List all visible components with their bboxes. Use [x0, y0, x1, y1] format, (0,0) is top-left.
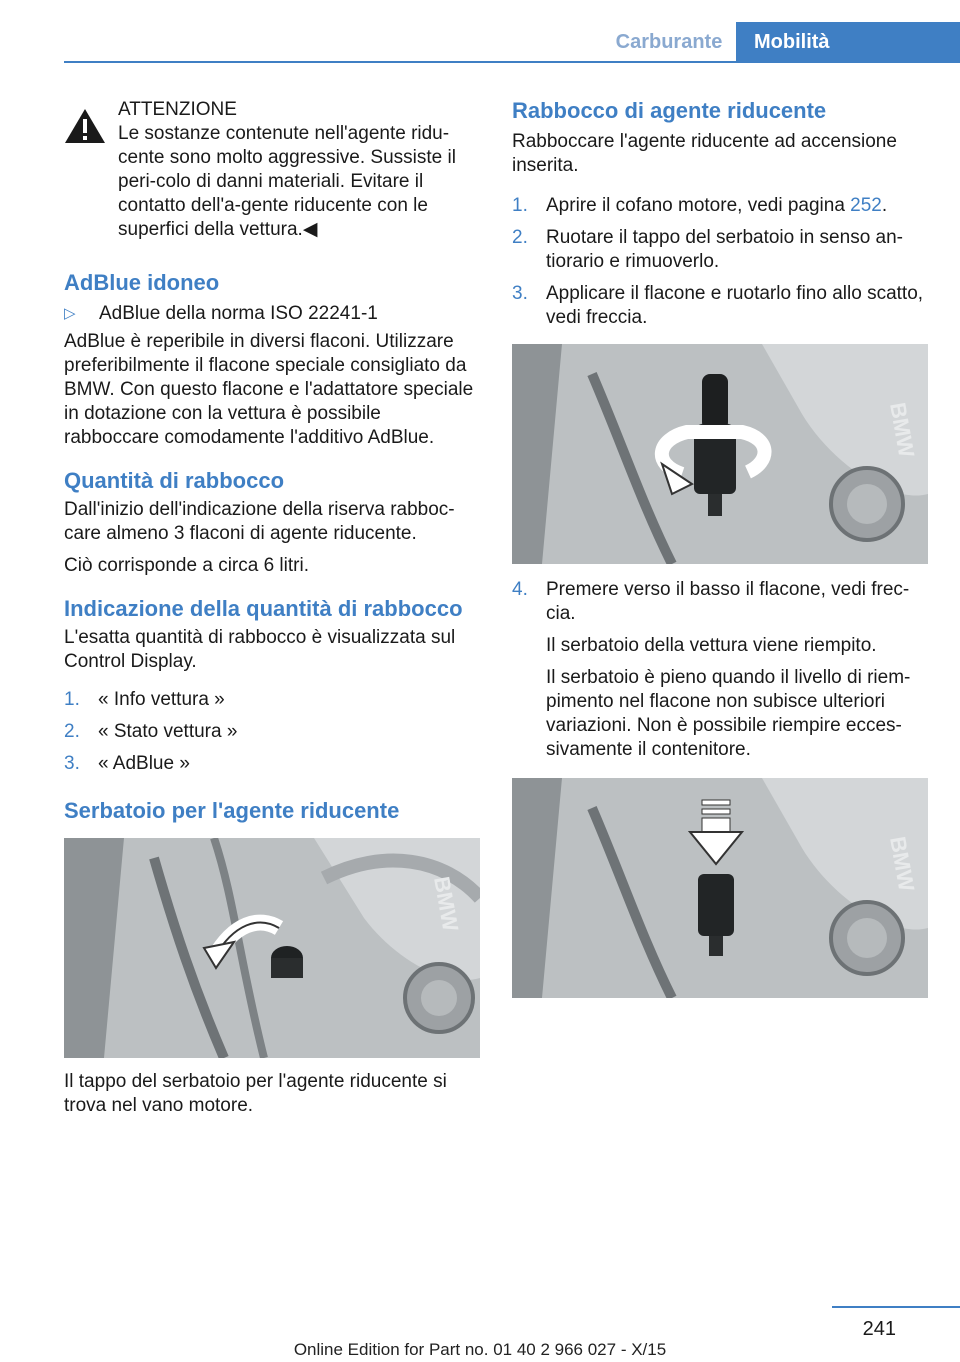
page-number-rule: [832, 1306, 960, 1308]
bmw-logo-text: BMW: [885, 400, 920, 460]
display-text: L'esatta quantità di rabbocco è visualizzata sul Control Display.: [64, 627, 456, 672]
warning-title: ATTENZIONE: [118, 99, 237, 120]
quantity-text-2: Ciò corrisponde a circa 6 litri.: [64, 555, 309, 576]
refill-steps-list: [512, 194, 928, 330]
refill-steps-list-continued: [512, 578, 928, 762]
edition-footer: Online Edition for Part no. 01 40 2 966 027 - X/15: [293, 1340, 667, 1359]
list-item: 3. Applicare il flacone e ruotarlo fino allo scatto, vedi freccia.: [512, 283, 924, 328]
heading-rabbocco: Rabbocco di agente riducente: [512, 98, 827, 123]
figure-caption: Il tappo del serbatoio per l'agente riducente si trova nel vano motore.: [64, 1071, 447, 1116]
engine-bay-figure-rotate-bottle: [512, 344, 928, 564]
list-item: 1. Aprire il cofano motore, vedi pagina 252.: [512, 195, 888, 216]
header-rule: [64, 61, 960, 63]
heading-serbatoio: Serbatoio per l'agente riducente: [64, 798, 400, 823]
list-item: 4. Premere verso il basso il flacone, vedi frec‐cia. Il serbatoio della vettura viene riempito. Il serbatoio è pieno quando il livello di riem‐pimento nel flacone non subisce ulteriori variazioni. Non è possibile riempire ecces‐sivamente il contenitore.: [512, 578, 928, 762]
list-item: 2. Ruotare il tappo del serbatoio in senso an‐tiorario e rimuoverlo.: [512, 227, 904, 272]
menu-steps-list: [64, 688, 480, 776]
heading-adblue-idoneo: AdBlue idoneo: [64, 270, 220, 295]
adblue-text: AdBlue è reperibile in diversi flaconi. Utilizzare preferibilmente il flacone speciale consigliato da BMW. Con questo flacone e l'adattatore speciale in dotazione con la vettura è possibile rabboccare comodamente l'additivo AdBlue.: [64, 331, 474, 448]
engine-bay-figure-tank-location: [64, 838, 480, 1058]
bullet-iso-norm: [64, 302, 480, 326]
chapter-tab-mobilita[interactable]: Mobilità: [736, 22, 960, 62]
bmw-logo-text: BMW: [429, 874, 464, 934]
warning-box: [64, 98, 480, 242]
page-number: 241: [862, 1318, 896, 1340]
list-item: 2. « Stato vettura »: [64, 721, 238, 742]
refill-intro: Rabboccare l'agente riducente ad accensione inserita.: [512, 131, 897, 176]
quantity-text-1: Dall'inizio dell'indicazione della riserva rabboc‐care almeno 3 flaconi di agente riducente.: [64, 499, 455, 544]
left-column: [64, 98, 480, 1126]
list-item: 1. « Info vettura »: [64, 689, 225, 710]
step4-paragraph-3: Il serbatoio è pieno quando il livello di riem‐pimento nel flacone non subisce ulteriori variazioni. Non è possibile riempire ecces‐sivamente il contenitore.: [546, 667, 911, 760]
heading-quantita-rabbocco: Quantità di rabbocco: [64, 468, 285, 493]
bullet-text: AdBlue della norma ISO 22241‑1: [99, 303, 378, 324]
engine-bay-figure-press-bottle: [512, 778, 928, 998]
heading-indicazione-quantita: Indicazione della quantità di rabbocco: [64, 596, 463, 621]
step4-paragraph-2: Il serbatoio della vettura viene riempito.: [546, 635, 877, 656]
page-link-252[interactable]: 252: [850, 195, 882, 216]
warning-text: Le sostanze contenute nell'agente ridu‐cente sono molto aggressive. Sussiste il peri‐colo di danni materiali. Evitare il contatto dell'a‐gente riducente con le superfici della vettura.◀: [118, 123, 456, 240]
right-column: [512, 98, 928, 998]
warning-triangle-icon: [64, 108, 106, 144]
bmw-logo-text: BMW: [885, 834, 920, 894]
triangle-bullet-icon: ▷: [64, 305, 76, 322]
section-tab-carburante[interactable]: Carburante: [615, 31, 723, 53]
list-item: 3. « AdBlue »: [64, 753, 190, 774]
